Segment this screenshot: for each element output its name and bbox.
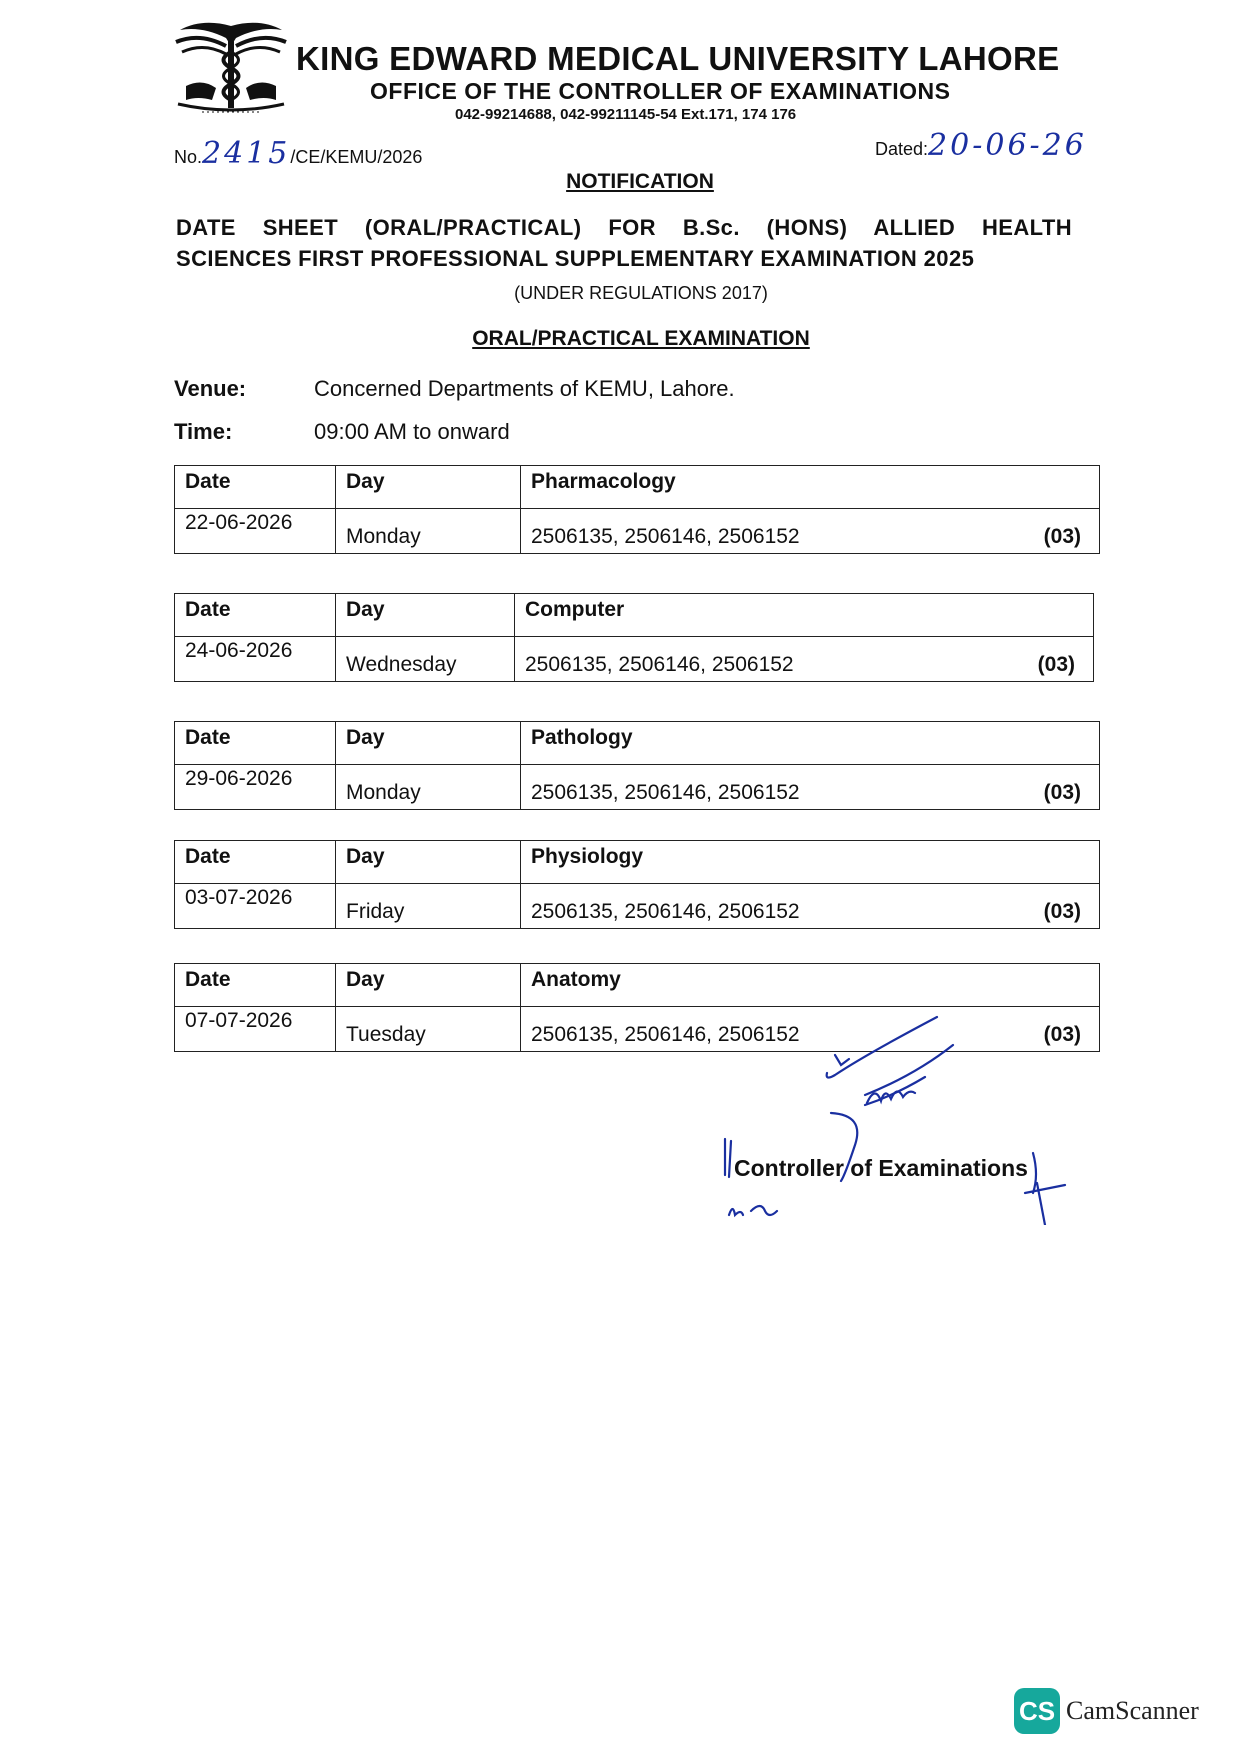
candidate-count: (03) bbox=[1043, 781, 1081, 804]
time-row bbox=[174, 419, 510, 445]
phone-numbers: 042-99214688, 042-99211145-54 Ext.171, 174 176 bbox=[455, 106, 797, 123]
exam-date: 29-06-2026 bbox=[175, 765, 336, 810]
schedule-table-computer bbox=[174, 593, 1094, 682]
roll-numbers: 2506135, 2506146, 2506152 bbox=[525, 653, 794, 676]
candidate-count: (03) bbox=[1043, 900, 1081, 923]
header-subject: Anatomy bbox=[521, 964, 1100, 1007]
exam-date: 03-07-2026 bbox=[175, 884, 336, 929]
dated-value-handwritten: 20-06-26 bbox=[928, 128, 1087, 163]
exam-day: Friday bbox=[336, 884, 521, 929]
header-subject: Pharmacology bbox=[521, 466, 1100, 509]
regulations-note: (UNDER REGULATIONS 2017) bbox=[514, 283, 768, 303]
exam-day: Monday bbox=[336, 509, 521, 554]
dated-line bbox=[875, 128, 1087, 163]
header-day: Day bbox=[336, 466, 521, 509]
exam-date: 22-06-2026 bbox=[175, 509, 336, 554]
subject-line-1: DATE SHEET (ORAL/PRACTICAL) FOR B.Sc. (HONS) ALLIED HEALTH bbox=[176, 215, 1072, 240]
roll-numbers: 2506135, 2506146, 2506152 bbox=[531, 525, 800, 548]
roll-numbers: 2506135, 2506146, 2506152 bbox=[531, 1023, 800, 1046]
dated-label: Dated: bbox=[875, 139, 929, 159]
exam-date: 24-06-2026 bbox=[175, 637, 336, 682]
notification-title: NOTIFICATION bbox=[566, 170, 714, 193]
candidate-count: (03) bbox=[1037, 653, 1075, 676]
camscanner-logo-icon: CS bbox=[1014, 1688, 1060, 1734]
header-subject: Physiology bbox=[521, 841, 1100, 884]
ref-prefix: No. bbox=[174, 147, 203, 167]
schedule-table-pathology bbox=[174, 721, 1100, 810]
header-subject: Pathology bbox=[521, 722, 1100, 765]
header-date: Date bbox=[175, 964, 336, 1007]
header-day: Day bbox=[336, 722, 521, 765]
header-day: Day bbox=[336, 841, 521, 884]
camscanner-brand: CamScanner bbox=[1066, 1696, 1199, 1725]
roll-numbers: 2506135, 2506146, 2506152 bbox=[531, 781, 800, 804]
schedule-table-pharmacology bbox=[174, 465, 1100, 554]
time-label: Time: bbox=[174, 419, 233, 444]
roll-numbers-cell bbox=[521, 884, 1100, 929]
time-value: 09:00 AM to onward bbox=[314, 419, 510, 444]
header-date: Date bbox=[175, 594, 336, 637]
header-date: Date bbox=[175, 466, 336, 509]
header-subject: Computer bbox=[515, 594, 1094, 637]
roll-numbers-cell bbox=[521, 765, 1100, 810]
schedule-table-physiology bbox=[174, 840, 1100, 929]
header-day: Day bbox=[336, 594, 515, 637]
venue-value: Concerned Departments of KEMU, Lahore. bbox=[314, 376, 735, 401]
roll-numbers-cell bbox=[515, 637, 1094, 682]
subject-heading bbox=[176, 212, 1072, 274]
venue-label: Venue: bbox=[174, 376, 247, 401]
header-date: Date bbox=[175, 722, 336, 765]
university-emblem-icon bbox=[172, 16, 290, 122]
office-name: OFFICE OF THE CONTROLLER OF EXAMINATIONS bbox=[370, 78, 951, 104]
candidate-count: (03) bbox=[1043, 1023, 1081, 1046]
exam-date: 07-07-2026 bbox=[175, 1007, 336, 1052]
exam-day: Wednesday bbox=[336, 637, 515, 682]
signature-scribble bbox=[715, 1015, 1095, 1225]
candidate-count: (03) bbox=[1043, 525, 1081, 548]
roll-numbers-cell bbox=[521, 509, 1100, 554]
exam-day: Tuesday bbox=[336, 1007, 521, 1052]
university-name: KING EDWARD MEDICAL UNIVERSITY LAHORE bbox=[296, 40, 1060, 77]
ref-number-handwritten: 2415 bbox=[202, 136, 291, 171]
roll-numbers: 2506135, 2506146, 2506152 bbox=[531, 900, 800, 923]
exam-day: Monday bbox=[336, 765, 521, 810]
exam-heading: ORAL/PRACTICAL EXAMINATION bbox=[472, 327, 810, 350]
subject-line-2: SCIENCES FIRST PROFESSIONAL SUPPLEMENTARY EXAMINATION 2025 bbox=[176, 246, 975, 271]
venue-row bbox=[174, 376, 735, 402]
header-day: Day bbox=[336, 964, 521, 1007]
reference-number bbox=[174, 136, 422, 171]
header-date: Date bbox=[175, 841, 336, 884]
signatory-title: Controller of Examinations bbox=[734, 1155, 1028, 1181]
ref-suffix: /CE/KEMU/2026 bbox=[290, 147, 423, 167]
